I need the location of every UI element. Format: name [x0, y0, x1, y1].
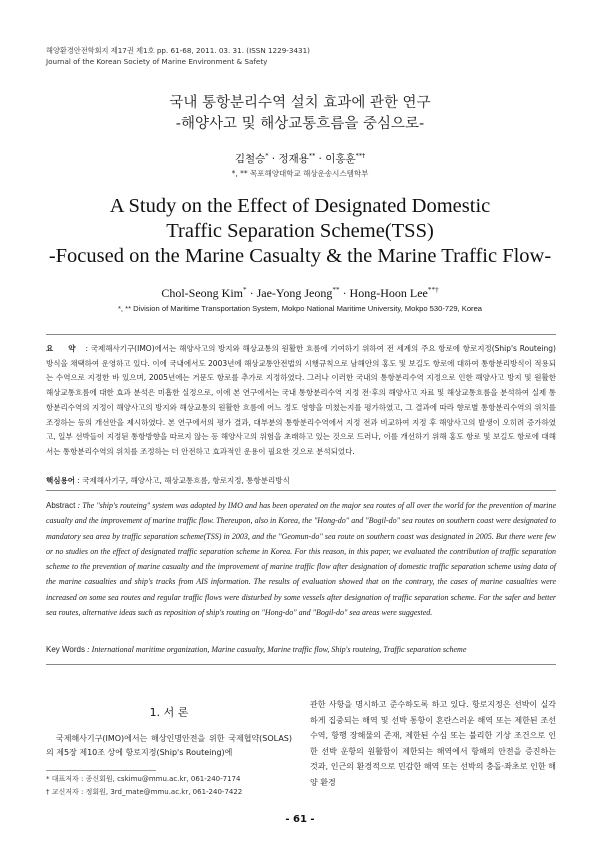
english-author-2: · Jae-Yong Jeong	[246, 286, 333, 300]
abstract-divider-rule	[46, 490, 556, 491]
korean-author-3: · 이홍훈	[315, 153, 356, 165]
english-abstract-label: Abstract	[46, 501, 76, 510]
english-title-line1: A Study on the Effect of Designated Domestic	[109, 195, 491, 217]
english-author-3-mark: **†	[427, 286, 439, 294]
korean-abstract	[46, 342, 556, 460]
korean-author-3-mark: **†	[355, 152, 366, 160]
english-author-3: · Hong-Hoon Lee	[339, 286, 428, 300]
korean-affiliation: *, ** 목포해양대학교 해상운송시스템학부	[231, 169, 369, 178]
korean-title-line1: 국내 통항분리수역 설치 효과에 관한 연구	[169, 95, 431, 111]
page-number: - 61 -	[285, 814, 315, 825]
english-author-1: Chol-Seong Kim	[161, 286, 243, 300]
intro-right-paragraph: 관한 사항을 명시하고 준수하도록 하고 있다. 항로지정은 선박이 실각하게 집중되는 해역 및 선박 통항이 혼란스러운 해역 또는 제한된 조선수역, 항행 장해물의 존재, 제한된 수심 또는 불리한 기상 조건으로 인한 선박 운항의 원활함이 제한되는 해역에서 항해의 안전을 증진하는 것과, 인근의 환경적으로 민감한 해역 또는 선박의 충돌·좌초로 인한 해양 환경	[310, 700, 556, 787]
english-title-line3: -Focused on the Marine Casualty & the Marine Traffic Flow-	[48, 245, 552, 267]
section-heading-introduction: 1. 서 론	[149, 706, 189, 719]
english-abstract-text: : The "ship's routeing" system was adopted by IMO and has been operated on the major sea routes of all over the world for the prevention of marine casualty and the improvement of marine traffic flow. Thereupon, also in Korea, the "Hong-do" and "Bogil-do" sea routes on southern coast were designated to mandatory sea area by traffic separation scheme(TSS) in 2003, and the "Geomun-do" sea route on southern coast was designated in 2005. But there were few or no studies on the effect of designated traffic separation scheme in Korea. For this reason, in this paper, we evaluated the contribution of traffic separation scheme to the prevention of marine casualty and the improvement of marine traffic flow after designation of domestic traffic separation scheme using data of the marine casualties and ship's tracks from AIS information. The results of evaluation showed that on the contrary, the cases of marine casualties were increased on some sea routes and regular traffic flows were disturbed by some vessels after designation of traffic separation scheme. For the safer and better sea routes, alternative ideas such as reposition of ship's routing on "Hong-do" and "Bogil-do" sea areas were suggested.	[46, 501, 556, 618]
footnote-corresponding-2: † 교신저자 : 정회원, 3rd_mate@mmu.ac.kr, 061-240-7422	[46, 788, 243, 796]
korean-keywords	[46, 475, 290, 486]
korean-abstract-label: 요 약	[46, 344, 82, 353]
english-keywords	[46, 645, 466, 654]
journal-header-line2: Journal of the Korean Society of Marine Environment & Safety	[46, 57, 268, 66]
english-author-2-mark: **	[332, 286, 340, 294]
english-authors	[0, 286, 600, 301]
korean-abstract-text: : 국제해사기구(IMO)에서는 해양사고의 방지와 해상교통의 원활한 흐름에 기여하기 위하여 전 세계의 주요 항로에 항로지정(Ship's Routeing) 방식을 채택하여 운영하고 있다. 이에 국내에서도 2003년에 해상교통안전법의 시행규칙으로 남해안의 홍도 및 보길도 항로에 대하여 통항분리방식이 적용되는 수역으로 지정한 바 있으며, 2005년에는 거문도 항로를 추가로 지정하였다. 그러나 이러한 국내의 통항분리수역 지정으로 인한 해양사고 방지 및 원활한 해상교통흐름에 대한 효과 분석은 미흡한 실정으로, 이에 본 연구에서는 국내 통항분리수역 지정 전·후의 해양사고 자료 및 해상교통흐름을 분석하여 실제 통항분리수역의 지정이 해양사고의 방지와 해상교통의 원활한 흐름에 어느 정도 영향을 미쳤는지를 평가하였고, 그 결과에 따라 향로별 통항분리수역의 위치를 조정하는 등의 개선안을 제시하였다. 본 연구에서의 평가 결과, 대부분의 통항분리수역에서 지정 전과 비교하여 지정 후 해양사고의 발생이 오히려 증가하였고, 일부 선박들이 지정된 통항방향을 따르지 않는 등 해양사고의 위험을 초래하고 있는 것으로 드러나, 이를 개선하기 위해 홍도 항로 및 보길도 항로에 대해서는 통항분리수역의 위치를 조정하는 더 안전하고 효과적인 운용이 필요한 것으로 분석되었다.	[46, 344, 556, 456]
journal-header-line1: 해양환경안전학회지 제17권 제1호 pp. 61-68, 2011. 03. 31. (ISSN 1229-3431)	[46, 46, 310, 55]
korean-author-2: · 정재용	[268, 153, 309, 165]
footnote-rule	[46, 770, 156, 771]
footnote-corresponding-1: * 대표저자 : 종신회원, cskimu@mmu.ac.kr, 061-240-7174	[46, 775, 241, 783]
english-keywords-label: Key Words	[46, 645, 85, 654]
korean-title-line2: -해양사고 및 해상교통흐름을 중심으로-	[175, 116, 425, 132]
korean-author-1: 김철승	[234, 153, 266, 165]
korean-author-1-mark: *	[265, 152, 269, 160]
english-keywords-text: : International maritime organization, Marine casualty, Marine traffic flow, Ship's routeing, Traffic separation scheme	[86, 645, 467, 654]
intro-left-paragraph: 국제해사기구(IMO)에서는 해상인명안전을 위한 국제협약(SOLAS)의 제5장 제10조 상에 항로지정(Ship's Routeing)에	[46, 734, 292, 757]
abstract-top-rule	[46, 334, 556, 335]
abstract-bottom-rule	[46, 664, 556, 665]
korean-authors	[0, 151, 600, 166]
english-author-1-mark: *	[243, 286, 247, 294]
korean-author-2-mark: **	[308, 152, 316, 160]
korean-keywords-label: 핵심용어	[46, 476, 75, 485]
english-title-line2: Traffic Separation Scheme(TSS)	[166, 220, 434, 242]
korean-keywords-text: : 국제해사기구, 해양사고, 해상교통흐름, 항로지정, 통항분리방식	[77, 476, 290, 485]
english-abstract	[46, 498, 556, 620]
english-affiliation: *, ** Division of Maritime Transportation System, Mokpo National Maritime University, Mokpo 530-729, Korea	[117, 304, 483, 313]
